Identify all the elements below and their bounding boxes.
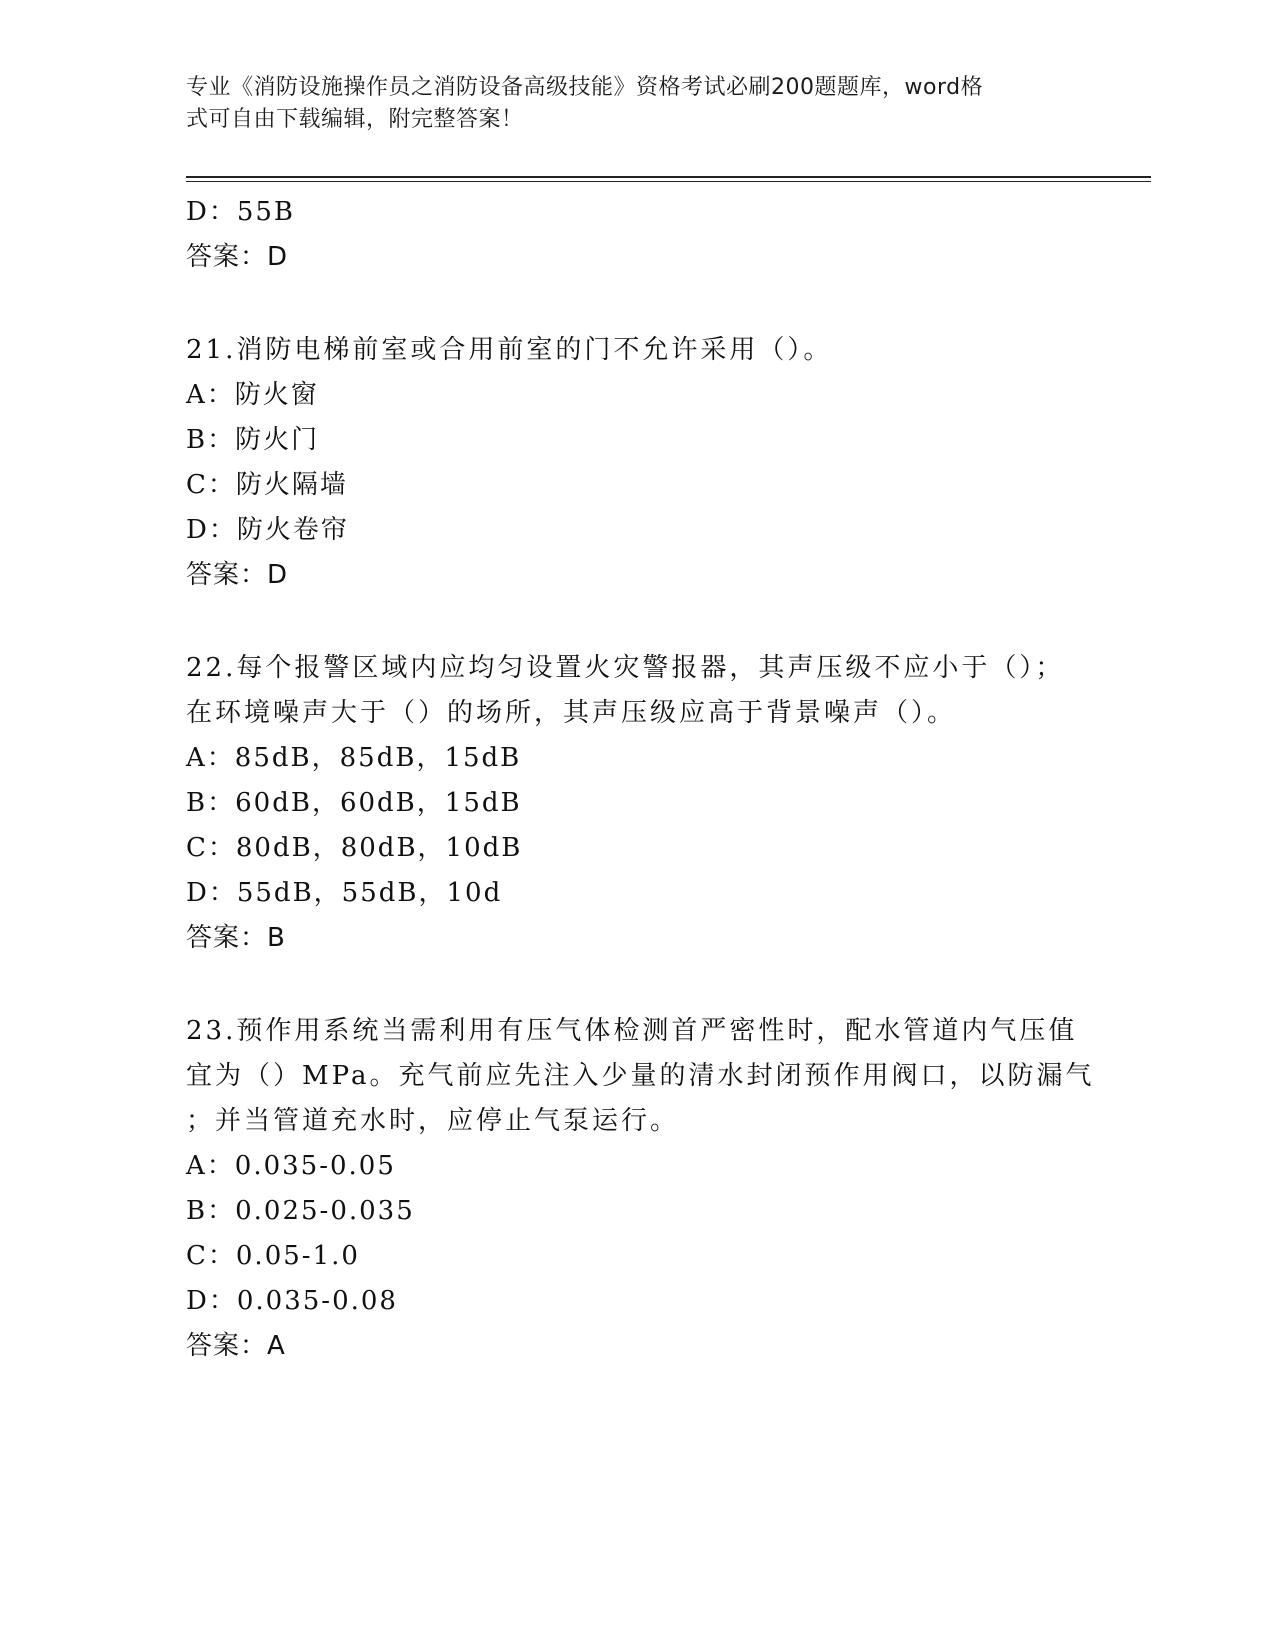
- prev-option-d: D：55B: [186, 197, 296, 227]
- option-d: D：0.035-0.08: [186, 1286, 398, 1316]
- prev-answer: 答案：D: [186, 242, 289, 272]
- question-list: [186, 190, 1095, 1369]
- option-a: A：85dB，85dB，15dB: [186, 743, 522, 773]
- document-header: [186, 72, 1086, 136]
- spacer: [186, 280, 1086, 328]
- option-a: A：防火窗: [186, 380, 319, 410]
- header-line-2: 式可自由下载编辑，附完整答案！: [186, 107, 524, 132]
- option-b: B：0.025-0.035: [186, 1196, 415, 1226]
- header-divider-thin: [186, 181, 1151, 182]
- question-stem: 在环境噪声大于（）的场所，其声压级应高于背景噪声（）。: [186, 698, 957, 728]
- question-21: [186, 328, 1086, 598]
- question-stem: 21.消防电梯前室或合用前室的门不允许采用（）。: [186, 335, 833, 365]
- option-c: C：0.05-1.0: [186, 1241, 360, 1271]
- question-stem: 23.预作用系统当需利用有压气体检测首严密性时，配水管道内气压值: [186, 1016, 1078, 1046]
- answer: 答案：B: [186, 923, 286, 953]
- option-b: B：60dB，60dB，15dB: [186, 788, 522, 818]
- question-stem: 22.每个报警区域内应均匀设置火灾警报器，其声压级不应小于（）；: [186, 653, 1065, 683]
- spacer: [186, 598, 1086, 646]
- question-stem: ；并当管道充水时，应停止气泵运行。: [186, 1106, 680, 1136]
- option-c: C：防火隔墙: [186, 470, 348, 500]
- answer: 答案：D: [186, 560, 289, 590]
- spacer: [186, 961, 1086, 1009]
- option-a: A：0.035-0.05: [186, 1151, 396, 1181]
- option-c: C：80dB，80dB，10dB: [186, 833, 523, 863]
- question-23: [186, 1009, 1095, 1369]
- question-22: [186, 646, 1086, 961]
- option-d: D：55dB，55dB，10d: [186, 878, 503, 908]
- answer: 答案：A: [186, 1331, 286, 1361]
- header-line-1: 专业《消防设施操作员之消防设备高级技能》资格考试必刷200题题库，word格: [186, 75, 984, 100]
- option-d: D：防火卷帘: [186, 515, 349, 545]
- option-b: B：防火门: [186, 425, 320, 455]
- header-divider-thick: [186, 176, 1151, 178]
- question-stem: 宜为（）MPa。充气前应先注入少量的清水封闭预作用阀口，以防漏气: [186, 1061, 1095, 1091]
